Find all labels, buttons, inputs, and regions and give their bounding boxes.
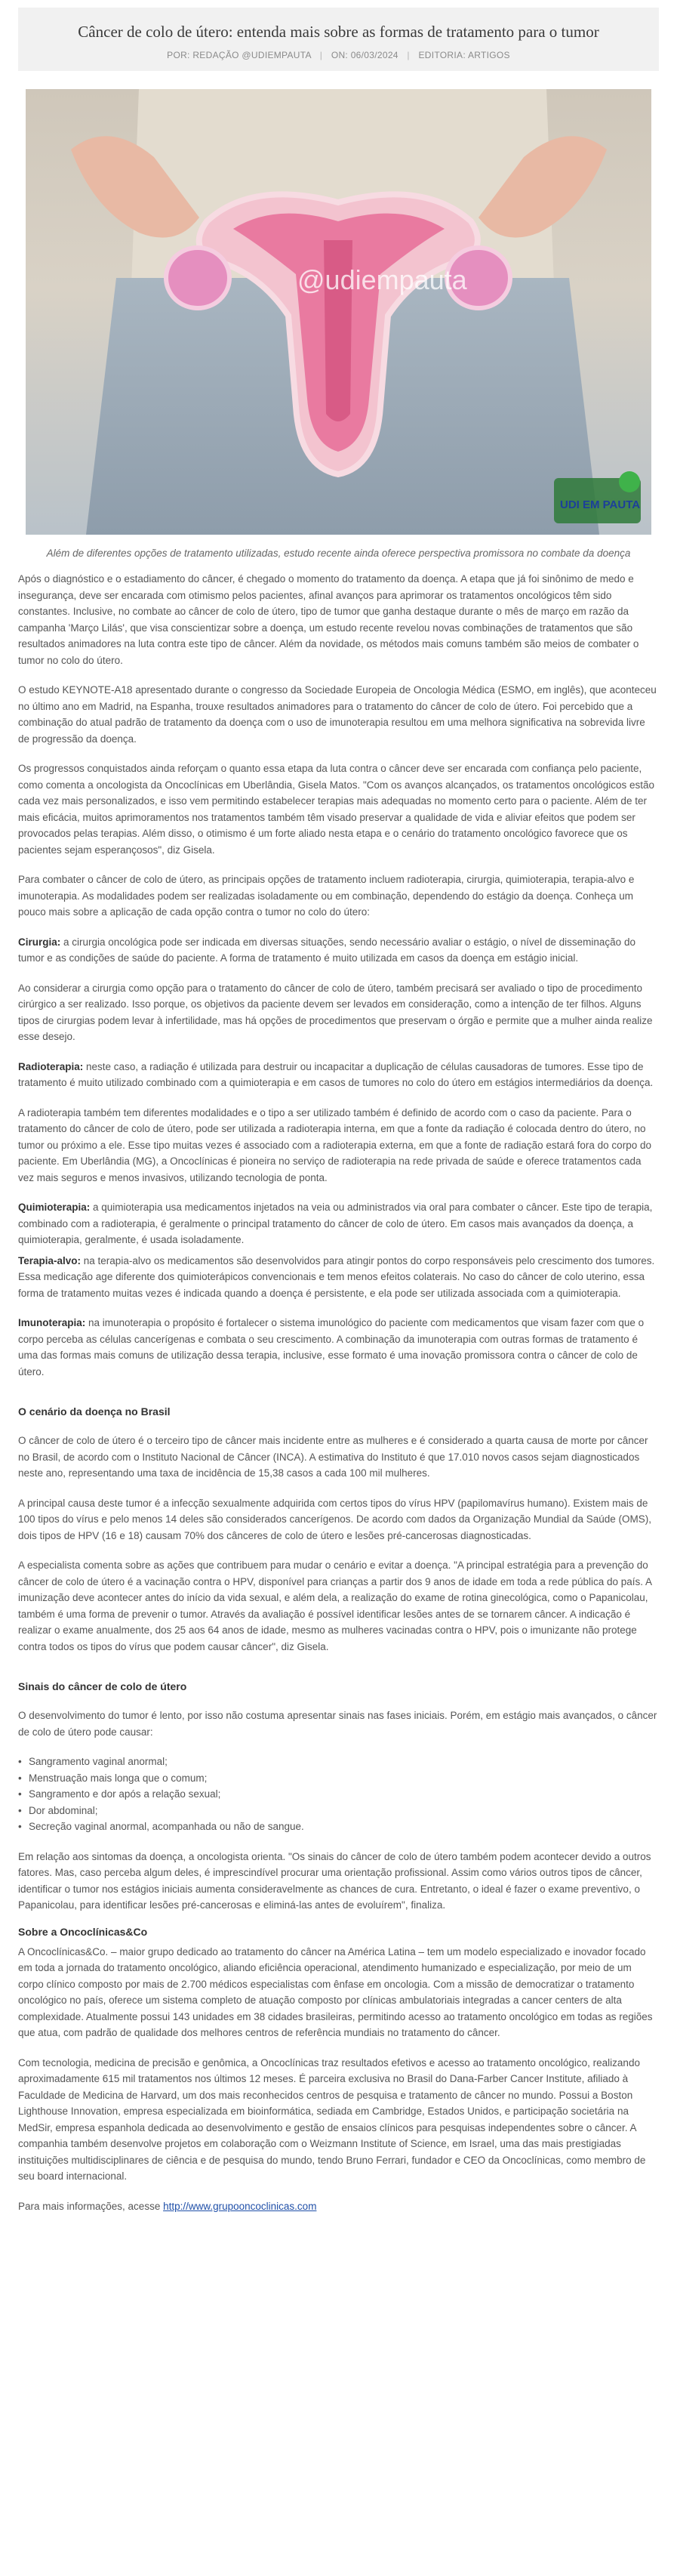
term-label: Terapia-alvo: <box>18 1254 82 1266</box>
date-prefix: ON: <box>331 50 349 60</box>
list-item: • Dor abdominal; <box>18 1803 659 1819</box>
section-heading: Sinais do câncer de colo de útero <box>18 1680 187 1692</box>
paragraph-imunoterapia <box>18 1315 659 1380</box>
term-label: Imunoterapia: <box>18 1317 86 1328</box>
article-body <box>18 571 659 2214</box>
term-text: na imunoterapia o propósito é fortalecer o sistema imunológico do paciente com medicamentos que visam fazer com que o corpo perceba as células cancerígenas e combata o seu crescimento. A combinação da imunoterapia com outras formas de tratamento é uma das formas mais comuns de utilização dessa terapia, inclusive, esse formato é uma inovação promissora contra o câncer de colo de útero. <box>18 1317 645 1377</box>
paragraph: A principal causa deste tumor é a infecção sexualmente adquirida com certos tipos do vírus HPV (papilomavírus humano). Existem mais de 100 tipos do vírus e pelo menos 14 deles são considerados cancerígenos. De acordo com dados da Organização Mundial da Saúde (OMS), dois tipos de HPV (16 e 18) causam 70% dos cânceres de colo de útero e lesões pré-cancerosas diagnosticadas. <box>18 1497 651 1541</box>
section-heading: O cenário da doença no Brasil <box>18 1405 171 1418</box>
author-prefix: POR: <box>167 50 190 60</box>
paragraph-quimioterapia <box>18 1199 659 1248</box>
left-ovary <box>166 248 229 308</box>
list-item: • Sangramento vaginal anormal; <box>18 1754 659 1770</box>
paragraph-terapia-alvo <box>18 1253 659 1302</box>
paragraph-more-info <box>18 2198 659 2215</box>
symptoms-list <box>18 1754 659 1835</box>
list-item: • Menstruação mais longa que o comum; <box>18 1770 659 1787</box>
udi-em-pauta-logo <box>554 471 641 523</box>
term-text: neste caso, a radiação é utilizada para destruir ou incapacitar a duplicação de células causadoras de tumores. Esse tipo de tratamento é muito utilizado combinado com a quimioterapia e em casos de tumores no colo do útero em estágios intermediários da doença. <box>18 1060 654 1088</box>
paragraph: Com tecnologia, medicina de precisão e genômica, a Oncoclínicas traz resultados efetivos e acesso ao tratamento oncológico, realizando aproximadamente 615 mil tratamentos nos últimos 12 meses. É parceira exclusiva no Brasil do Dana-Farber Cancer Institute, afiliado à Faculdade de Medicina de Harvard, um dos mais reconhecidos centros de pesquisa e tratamento de câncer no mundo. Possui a Boston Lighthouse Innovation, empresa especializada em bioinformática, sediada em Cambridge, Estados Unidos, e participação societária na MedSir, empresa espanhola dedicada ao desenvolvimento e gestão de ensaios clínicos para pesquisas independentes sobre o câncer. A companhia também desenvolve projetos em colaboração com o Weizmann Institute of Science, em Israel, uma das mais prestigiadas instituições multidisciplinares de ciência e de pesquisa do mundo, tendo Bruno Ferrari, fundador e CEO da Oncoclínicas, como membro de seu board internacional. <box>18 2056 646 2182</box>
paragraph: Os progressos conquistados ainda reforçam o quanto essa etapa da luta contra o câncer deve ser encarada com confiança pelo paciente, como comenta a oncologista da Oncoclínicas em Uberlândia, Gisela Matos. "Com os avanços alcançados, os tratamentos oncológicos estão cada vez mais personalizados, e isso vem permitindo estabelecer terapias mais adequadas no momento certo para o paciente. Além de ter mais eficácia, muitos aprimoramentos nos tratamentos também têm visado preservar a qualidade de vida e aliviar efeitos que podem ser provocados pelas terapias. Além disso, o otimismo é um forte aliado nesta etapa e o cenário do tratamento oncológico favorece que os pacientes sejam esperançosos", diz Gisela. <box>18 763 654 856</box>
section-link[interactable]: ARTIGOS <box>467 50 510 60</box>
paragraph: Em relação aos sintomas da doença, a oncologista orienta. "Os sinais do câncer de colo de útero também podem acontecer devido a outros fatores. Mas, caso perceba algum deles, é imprescindível procurar uma orientação profissional. Assim como vários outros tipos de câncer, identificar o tumor nos estágios iniciais aumenta consideravelmente as chances de cura. Entretanto, o ideal é fazer o exame preventivo, o Papanicolau, para identificar lesões pré-cancerosas e eliminá-las antes de evoluírem", finaliza. <box>18 1850 651 1911</box>
term-text: a cirurgia oncológica pode ser indicada em diversas situações, sendo necessário avaliar o estágio, o nível de disseminação do tumor e as condições de saúde do paciente. A forma de tratamento é muito utilizada em casos da doença em estágio inicial. <box>18 936 635 964</box>
image-watermark: @udiempauta <box>297 264 467 295</box>
paragraph: Após o diagnóstico e o estadiamento do câncer, é chegado o momento do tratamento da doença. A etapa que já foi sinônimo de medo e insegurança, deve ser encarada com otimismo pelos pacientes, afinal avanços para aprimorar os tratamentos oncológicos têm sido constantes. Inclusive, no combate ao câncer de colo de útero, tipo de tumor que ganha destaque durante o mês de março em razão da campanha 'Março Lilás', que visa conscientizar sobre a doença, um estudo recente revelou novas combinações de tratamentos que são resultados animadores na luta contra este tipo de câncer. Além da novidade, os métodos mais comuns também são meios de combater o tumor no colo do útero. <box>18 573 639 666</box>
article-title: Câncer de colo de útero: entenda mais sobre as formas de tratamento para o tumor <box>78 23 599 41</box>
term-label: Radioterapia: <box>18 1060 84 1072</box>
paragraph: Ao considerar a cirurgia como opção para o tratamento do câncer de colo de útero, também precisará ser avaliado o tipo de procedimento cirúrgico a ser realizado. Isso porque, os objetivos da paciente devem ser levados em consideração, como a intenção de ter filhos. Alguns tipos de cirurgias podem levar à infertilidade, mas há opções de procedimentos que preservam o órgão e permite que a mulher ainda realize esse desejo. <box>18 982 653 1042</box>
paragraph: A Oncoclínicas&Co. – maior grupo dedicado ao tratamento do câncer na América Latina – tem um modelo especializado e inovador focado em toda a jornada do tratamento oncológico, aliando eficiência operacional, atendimento humanizado e especialização, por meio de um corpo clínico composto por mais de 2.700 médicos especialistas com ênfase em oncologia. Com a missão de democratizar o tratamento oncológico no país, oferece um sistema completo de atuação composto por clínicas ambulatoriais integradas a cancer centers de alta complexidade. Atualmente possui 143 unidades em 38 cidades brasileiras, permitindo acesso ao tratamento oncológico em todas as regiões que atua, com padrão de qualidade dos melhores centros de referência mundiais no tratamento do câncer. <box>18 1945 653 2038</box>
image-caption: Além de diferentes opções de tratamento utilizadas, estudo recente ainda oferece perspectiva promissora no combate da doença <box>46 548 631 559</box>
paragraph-cirurgia <box>18 934 659 967</box>
term-text: a quimioterapia usa medicamentos injetados na veia ou administrados via oral para combater o câncer. Este tipo de terapia, combinado com a radioterapia, é geralmente o principal tratamento do câncer de colo de útero. Em casos mais avançados da doença, a quimioterapia, geralmente, é usada isoladamente. <box>18 1202 653 1245</box>
article-header <box>18 8 659 71</box>
term-label: Cirurgia: <box>18 936 61 948</box>
publish-date: 06/03/2024 <box>350 50 399 60</box>
section-heading: Sobre a Oncoclínicas&Co <box>18 1925 148 1938</box>
logo-text: UDI EM PAUTA <box>560 498 641 511</box>
term-label: Quimioterapia: <box>18 1202 91 1213</box>
article-meta <box>33 50 644 60</box>
paragraph-radioterapia <box>18 1059 659 1091</box>
oncoclinicas-link[interactable]: http://www.grupooncoclinicas.com <box>163 2200 317 2212</box>
more-info-prefix: Para mais informações, acesse <box>18 2200 164 2212</box>
paragraph: A radioterapia também tem diferentes modalidades e o tipo a ser utilizado também é definido de acordo com o caso da paciente. Para o tratamento do câncer de colo de útero, pode ser utilizada a radioterapia interna, em que a fonte da radiação é colocada dentro do útero, no tumor ou próximo a ele. Esse tipo muitas vezes é associado com a radioterapia externa, em que a fonte de radiação estará fora do corpo do paciente. Em Uberlândia (MG), a Oncoclínicas é pioneira no serviço de radioterapia na rede privada de saúde e oferece tratamentos cada vez mais seguros e menos invasivos, utilizando tecnologia de ponta. <box>18 1106 651 1183</box>
list-item: • Sangramento e dor após a relação sexual; <box>18 1786 659 1803</box>
paragraph: A especialista comenta sobre as ações que contribuem para mudar o cenário e evitar a doença. "A principal estratégia para a prevenção do câncer de colo de útero é a vacinação contra o HPV, disponível para crianças a partir dos 9 anos de idade em toda a rede pública do país. A imunização deve acontecer antes do início da vida sexual, e além dela, a realização do exame de rotina ginecológica, como o Papanicolau, também é uma forma de prevenir o tumor. Através da avaliação é possível identificar lesões antes de se tornarem câncer. A indicação é realizar o exame anualmente, dos 25 aos 64 anos de idade, mesmo as mulheres vacinadas contra o HPV, pois o imunizante não protege contra todos os tipos do vírus que podem causar câncer", diz Gisela. <box>18 1559 652 1652</box>
meta-separator: | <box>319 50 323 60</box>
paragraph: O desenvolvimento do tumor é lento, por isso não costuma apresentar sinais nas fases iniciais. Porém, em estágio mais avançados, o câncer de colo de útero pode causar: <box>18 1710 657 1738</box>
section-prefix: EDITORIA: <box>418 50 466 60</box>
meta-separator: | <box>407 50 410 60</box>
article-page <box>0 8 677 2214</box>
paragraph: O câncer de colo de útero é o terceiro tipo de câncer mais incidente entre as mulheres e é considerado a quarta causa de morte por câncer no Brasil, de acordo com o Instituto Nacional de Câncer (INCA). A estimativa do Instituto é que 17.010 novos casos sejam diagnosticados neste ano, representando uma taxa de incidência de 15,38 casos a cada 100 mil mulheres. <box>18 1435 648 1479</box>
paragraph: O estudo KEYNOTE-A18 apresentado durante o congresso da Sociedade Europeia de Oncologia Médica (ESMO, em inglês), que aconteceu no último ano em Madrid, na Espanha, trouxe resultados animadores para o tratamento do câncer de colo de útero. Foi percebido que a combinação do atual padrão de tratamento da doença com o uso de imunoterapia resultou em uma melhora significativa na sobrevida livre de progressão da doença. <box>18 684 657 745</box>
author-link[interactable]: REDAÇÃO @UDIEMPAUTA <box>192 50 312 60</box>
term-text: na terapia-alvo os medicamentos são desenvolvidos para atingir pontos do corpo responsáveis pelo crescimento dos tumores. Essa medicação age diferente dos quimioterápicos convencionais e tem menos efeitos colaterais. No caso do câncer de colo uterino, essa forma de tratamento muitas vezes é indicada quando a doença é persistente, e ela pode ser utilizada associada com a quimioterapia. <box>18 1254 655 1299</box>
featured-image <box>26 89 651 535</box>
list-item: • Secreção vaginal anormal, acompanhada ou não de sangue. <box>18 1819 659 1835</box>
paragraph: Para combater o câncer de colo de útero, as principais opções de tratamento incluem radioterapia, cirurgia, quimioterapia, terapia-alvo e imunoterapia. As modalidades podem ser realizadas isoladamente ou em combinação, dependendo do estágio da doença. Conheça um pouco mais sobre a aplicação de cada opção contra o tumor no colo do útero: <box>18 874 635 918</box>
